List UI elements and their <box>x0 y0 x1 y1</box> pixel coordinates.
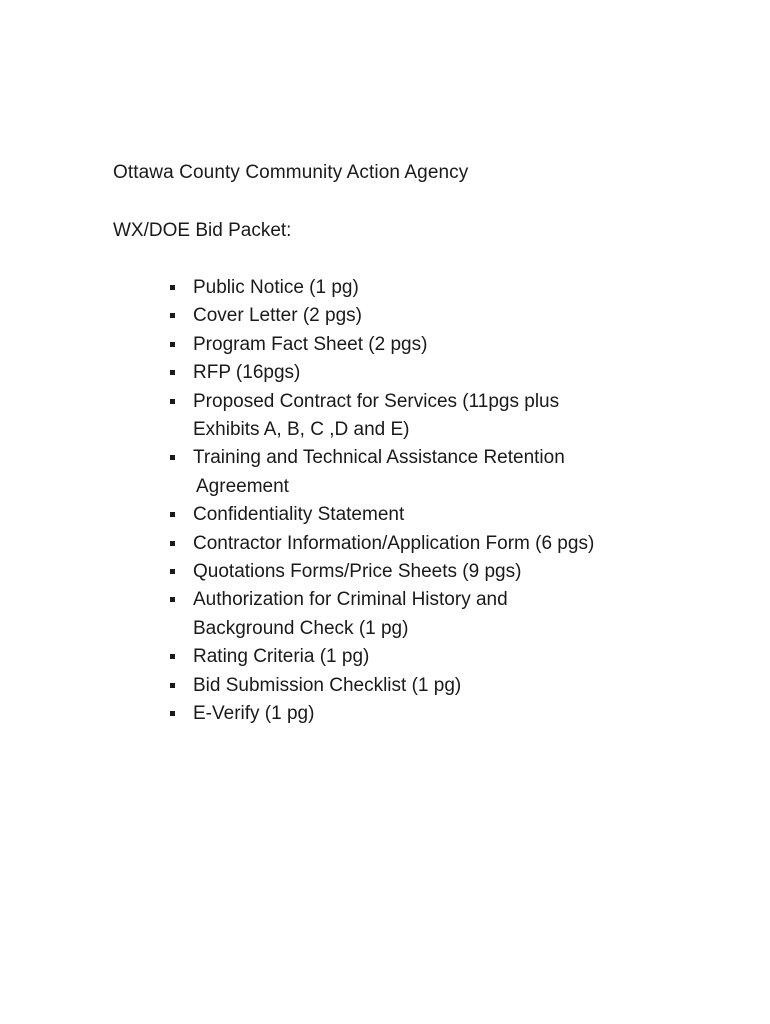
list-item-text-continued: Exhibits A, B, C ,D and E) <box>193 419 410 441</box>
list-item-contractor-information <box>167 530 667 558</box>
square-bullet-icon <box>170 370 175 375</box>
square-bullet-icon <box>170 285 175 290</box>
square-bullet-icon <box>170 455 175 460</box>
list-item-bid-submission-checklist <box>167 672 667 700</box>
list-item-public-notice <box>167 274 667 302</box>
list-item-rating-criteria <box>167 643 667 671</box>
list-item-text: Public Notice (1 pg) <box>193 277 359 298</box>
square-bullet-icon <box>170 711 175 716</box>
square-bullet-icon <box>170 569 175 574</box>
list-item-rfp <box>167 359 667 387</box>
square-bullet-icon <box>170 313 175 318</box>
organization-title: Ottawa County Community Action Agency <box>113 162 469 183</box>
list-item-quotation-forms <box>167 558 667 586</box>
square-bullet-icon <box>170 342 175 347</box>
list-item-text: Contractor Information/Application Form (6 pgs) <box>193 532 595 554</box>
square-bullet-icon <box>170 541 175 546</box>
list-item-text: Quotations Forms/Price Sheets (9 pgs) <box>193 561 522 583</box>
packet-heading: WX/DOE Bid Packet: <box>113 220 292 241</box>
list-item-e-verify <box>167 700 667 728</box>
square-bullet-icon <box>170 654 175 659</box>
list-item-text: Cover Letter (2 pgs) <box>193 305 362 327</box>
list-item-text: Confidentiality Statement <box>193 504 405 526</box>
list-item-text: Authorization for Criminal History and <box>193 589 508 611</box>
list-item-criminal-history-authorization <box>167 586 667 643</box>
list-item-text: Rating Criteria (1 pg) <box>193 646 370 668</box>
square-bullet-icon <box>170 683 175 688</box>
list-item-proposed-contract <box>167 388 667 445</box>
list-item-text-continued: Agreement <box>196 475 289 497</box>
square-bullet-icon <box>170 399 175 404</box>
list-item-text-continued: Background Check (1 pg) <box>193 617 409 639</box>
list-item-text: Program Fact Sheet (2 pgs) <box>193 333 428 355</box>
list-item-text: Bid Submission Checklist (1 pg) <box>193 674 462 696</box>
list-item-confidentiality-statement <box>167 501 667 529</box>
list-item-cover-letter <box>167 302 667 330</box>
list-item-program-fact-sheet <box>167 331 667 359</box>
list-item-text: E-Verify (1 pg) <box>193 703 315 725</box>
square-bullet-icon <box>170 597 175 602</box>
square-bullet-icon <box>170 512 175 517</box>
list-item-training-agreement <box>167 444 667 501</box>
packet-contents-list <box>167 274 667 729</box>
list-item-text: Training and Technical Assistance Retention <box>193 447 565 469</box>
list-item-text: RFP (16pgs) <box>193 362 301 384</box>
list-item-text: Proposed Contract for Services (11pgs plus <box>193 390 560 412</box>
